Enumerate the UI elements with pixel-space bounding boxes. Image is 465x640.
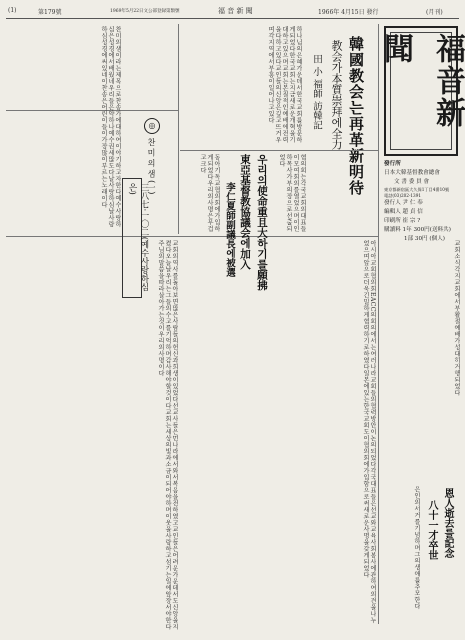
section-rule [6,236,378,237]
lower-left-body: 교회의역사를돌아보면많은사람들의헌신과희생이있었다선교사들은먼나라에서와서복음을전하였고교인들은어려운가운데서도신앙을지켰다오늘날우리는그들의수고를기억하며감사해야할것이다교회는세상의빛과소금이되어야하며이웃을사랑하고섬기는일에앞장서야한다주님의말씀을따라살아가는것이우리의사명이다 [157,240,178,630]
obituary-headline: 恩人逝去를記念 [442,488,453,558]
story2-headline-b: 東亞基督教協議会에加入 [239,154,251,270]
editor-name: 編輯人 趙 貞 信 [384,209,423,215]
header-rule [6,18,459,19]
masthead-box [378,26,465,156]
issue-date: 1966年 4月15日 發行 [318,9,379,16]
page-number: (1) [8,7,17,14]
publisher-org2: 文 書 委 員 會 [394,179,430,185]
publisher-info [384,160,456,244]
masthead-title: 福音新聞 [378,33,465,129]
obituary-subheadline: 八十一才卒世 [426,500,437,560]
section-rule [180,150,378,151]
column-rule [178,24,179,234]
lead-story-body: 하나님의은혜가운데서한국교회를방문하게되었다한국교회는지금새로운개혁을기대하고있으며교회는본질적인예배에전력을다하고있다교인들의신앙은깊고뜨거우며각지역에서부흥이일어나고있다 [267,26,302,143]
lead-byline: 田 小 福師 訪韓記 [311,54,322,130]
frequency: (月刊) [426,9,443,16]
story2-body: 협의회는각국교회의대표들이모여회의를열었으며이인하목사가부의장으로선출되었다 [278,154,306,232]
story2-headline-c: 李仁夏師副議長에被選 [224,182,235,277]
story2-headline-a: 우리의使命重且大하기를願拂 [256,154,268,291]
publisher-org: 日本大韓基督教會總會 [384,170,440,176]
issue-number: 第179號 [38,9,62,16]
publisher-address: 東京都新宿區大久保1丁目4番10號 [384,187,450,192]
hymn-title: 三八七·一〇二(예수사랑하심은) [127,183,149,292]
printer-name: 印刷所 崔 宗 ? [384,218,421,224]
masthead-inner [378,32,465,150]
publisher-label: 發行所 [384,161,401,167]
section-badge: ◎ [144,118,160,134]
publisher-name: 發行人 尹 仁 奉 [384,200,423,206]
header-strip [0,0,465,24]
lead-headline: 韓國教会는再革新明待 [347,36,365,196]
paper-name-small: 福 音 新 聞 [218,7,253,15]
price-yearly: 購讀料 1年 300円(送料共) [384,227,451,233]
registration-note: 1969年5月22日文公部登録第類號 [110,9,180,14]
hymn-column-label: 찬 미 의 샘 (一) [147,138,156,195]
story2-body: 동아기독교협의회에가입하게되었다우리의사명은무겁고크다 [199,154,220,232]
right-column-body: 교회소식각지교회에서부활절예배가성대히거행되었다 [453,240,460,396]
hymn-column-body: 찬미의샘이라는제목으로찬송가에대하여이야기하고자한다예수사랑하심은성경에서배웠네우리들은약하나예수권세많도다날사랑하심날사랑하심성경에써있네이찬송은어린이들이가장많이부르는노래이다 [100,26,121,228]
lower-center-body: 아시아교회협의회EACC의회의에서는여러나라교회들의협력방안이논의되었다각국대표들은선교와교육사회봉사에관하여의견을나누었으며앞으로더욱긴밀하게협력하기로하였다일본에있는한국교회도이협의회에가입함으로써새로운사명을갖게되었다 [362,240,376,624]
publisher-tel: 電話(03)202-1391 [384,193,422,198]
price-single: 1部 30円 (個人) [404,236,445,242]
lead-subheadline: 教会가本質崇拜에全力 [330,40,343,150]
obituary-body: 은인의서거를기념하며그의생애를추모한다 [413,486,420,610]
column-rule [378,24,379,624]
